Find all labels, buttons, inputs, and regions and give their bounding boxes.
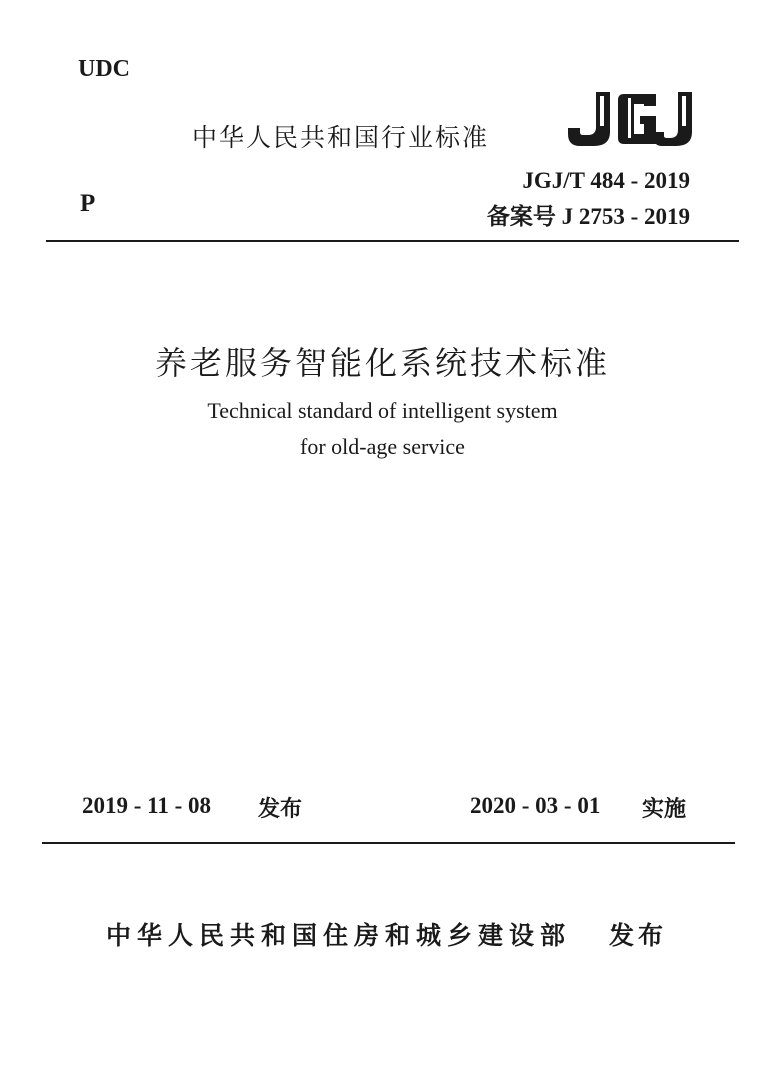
- standard-number: JGJ/T 484 - 2019: [522, 168, 690, 193]
- implementation-date: 2020 - 03 - 01: [470, 793, 601, 818]
- implementation-label: 实施: [642, 797, 687, 822]
- issuing-authority: 中华人民共和国住房和城乡建设部: [106, 921, 572, 950]
- title-chinese: 养老服务智能化系统技术标准: [154, 344, 610, 382]
- top-divider: [46, 240, 739, 242]
- category-code: P: [80, 190, 96, 217]
- release-date: 2019 - 11 - 08: [82, 793, 212, 818]
- bottom-divider: [42, 842, 735, 844]
- title-english-line1: Technical standard of intelligent system: [207, 398, 558, 423]
- jgj-logo: [566, 90, 701, 148]
- industry-standard-heading: 中华人民共和国行业标准: [192, 123, 490, 152]
- udc-label: UDC: [78, 56, 130, 82]
- title-english-line2: for old-age service: [300, 434, 465, 459]
- issuer-label: 发布: [609, 921, 668, 950]
- record-number: 备案号 J 2753 - 2019: [486, 204, 690, 229]
- release-label: 发布: [258, 797, 303, 822]
